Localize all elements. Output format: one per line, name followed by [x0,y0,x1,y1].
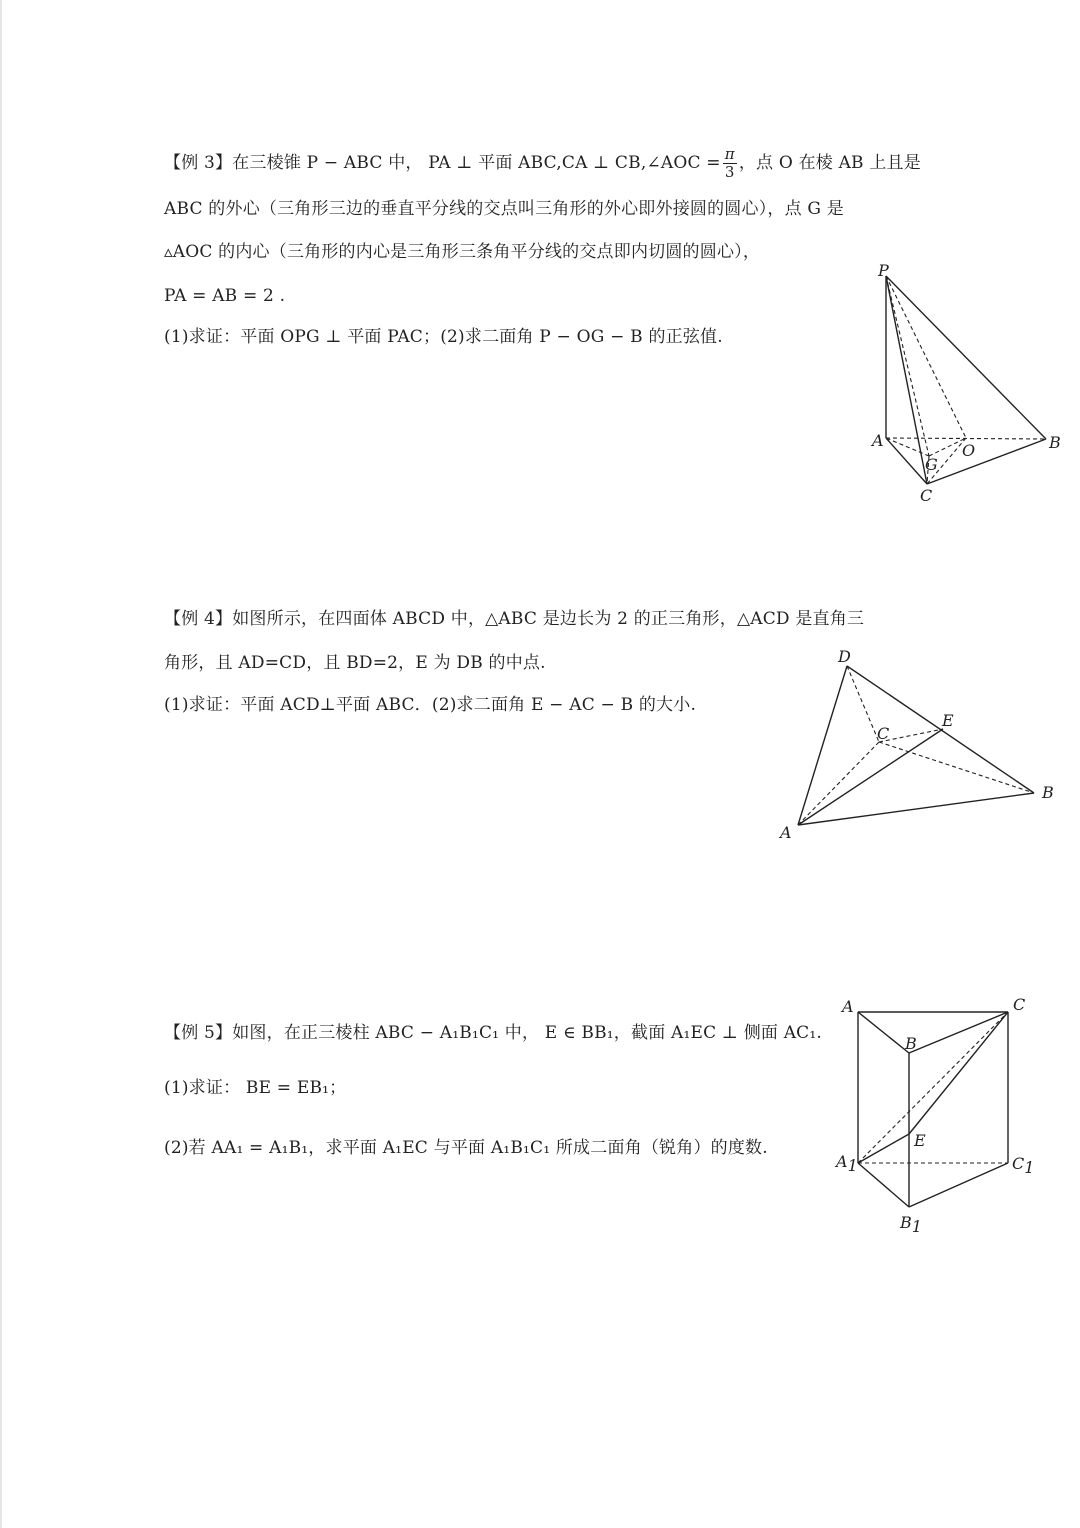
ex3-line1 [164,146,921,181]
label-O: O [962,441,976,460]
edge-AB [798,793,1034,825]
edge-DA [798,666,847,825]
segment-PG-dashed [886,276,929,456]
label-P: P [878,261,889,280]
ex4-tetrahedron-figure [775,642,1065,842]
ex3-line4: PA = AB = 2 . [164,286,286,306]
ex3-line1-end: ，点 O 在棱 AB 上且是 [738,153,921,173]
segment-PO-dashed [886,276,966,438]
segment-AE [798,729,943,825]
ex3-line2: ABC 的外心（三角形三边的垂直平分线的交点叫三角形的外心即外接圆的圆心），点 G 是 [164,199,844,219]
segment-GO-dashed [929,438,966,456]
label-C: C [877,724,890,743]
label-A: A [842,997,854,1016]
label-G: G [925,455,938,474]
ex3-line1-start: 【例 3】在三棱锥 P − ABC 中， PA ⊥ 平面 ABC,CA ⊥ CB,∠AOC = [164,153,721,173]
label-A1: A1 [836,1152,858,1175]
edge-CB [927,439,1046,484]
ex4-line3: (1)求证：平面 ACD⊥平面 ABC．(2)求二面角 E − AC − B 的大小. [164,695,697,715]
label-D: D [838,647,851,666]
edge-CB-dashed [879,742,1034,793]
edge-B1C1 [909,1163,1008,1207]
segment-GA-dashed [886,438,929,456]
ex3-line3: ▵AOC 的内心（三角形的内心是三角形三条角平分线的交点即内切圆的圆心）， [164,242,761,262]
ex3-pyramid-figure [860,262,1070,507]
ex3-line5: (1)求证：平面 OPG ⊥ 平面 PAC；(2)求二面角 P − OG − B 的正弦值. [164,327,723,347]
segment-A1E [858,1134,909,1163]
label-A: A [780,823,792,842]
ex5-line2: (1)求证： BE = EB₁； [164,1078,347,1098]
ex4-line2: 角形，且 AD=CD，且 BD=2，E 为 DB 的中点. [164,653,546,673]
pi-over-3-fraction [723,146,737,181]
label-E: E [914,1131,926,1150]
ex5-prism-figure [830,990,1040,1235]
fraction-denominator: 3 [724,163,735,181]
label-B: B [905,1034,917,1053]
fraction-numerator: π [724,145,735,163]
edge-A1B1 [858,1163,909,1207]
label-A: A [872,431,884,450]
label-E: E [942,711,954,730]
edge-BC [909,1012,1008,1053]
edge-AC [886,438,927,484]
ex4-line1: 【例 4】如图所示，在四面体 ABCD 中，△ABC 是边长为 2 的正三角形，△ACD 是直角三 [164,609,865,629]
label-B: B [1049,433,1061,452]
label-C: C [920,486,933,505]
segment-EC [909,1012,1008,1134]
label-B1: B1 [900,1213,922,1236]
edge-PB [886,276,1046,439]
ex5-line1: 【例 5】如图，在正三棱柱 ABC − A₁B₁C₁ 中， E ∈ BB₁，截面 A₁EC ⊥ 侧面 AC₁. [164,1023,823,1043]
edge-AB [858,1012,909,1053]
label-B: B [1042,783,1054,802]
segment-A1C-dashed [858,1012,1008,1163]
ex5-line3: (2)若 AA₁ = A₁B₁，求平面 A₁EC 与平面 A₁B₁C₁ 所成二面角（锐角）的度数. [164,1138,768,1158]
label-C1: C1 [1012,1154,1035,1177]
page-edge [0,0,2,1528]
label-C: C [1013,995,1026,1014]
